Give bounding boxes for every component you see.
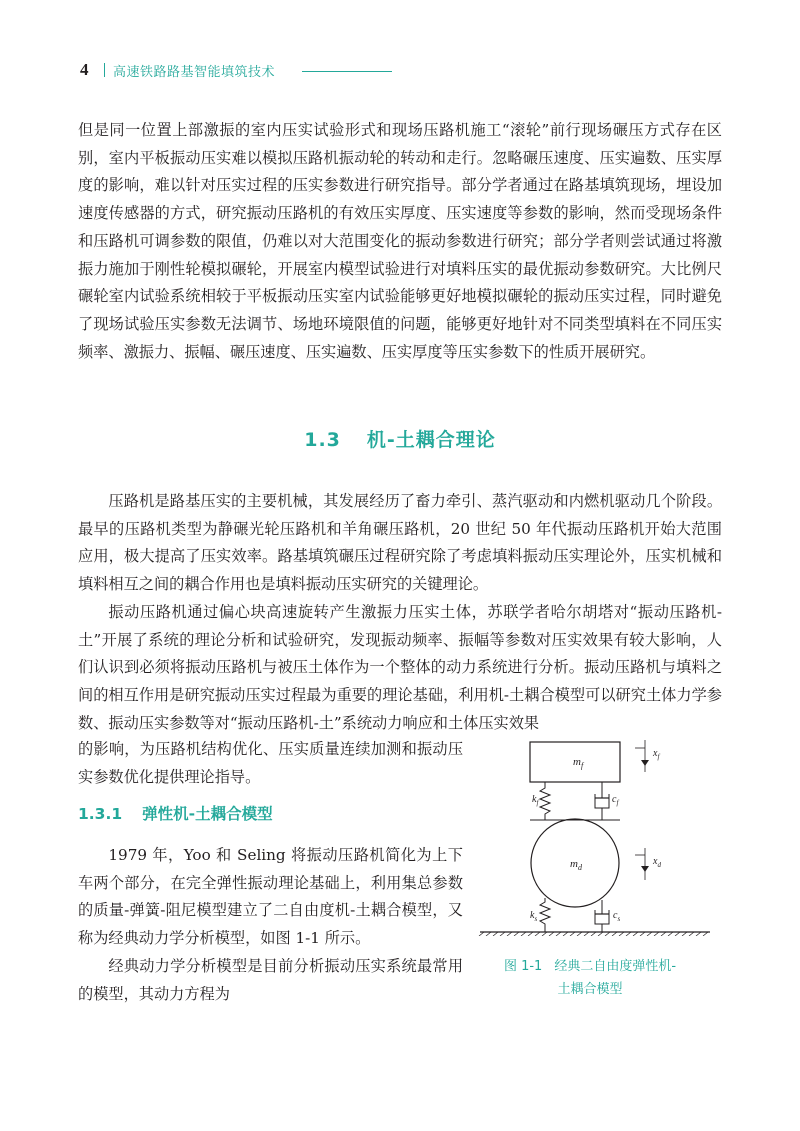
- caption-line-2: 土耦合模型: [557, 982, 623, 997]
- label-md: $m_d$: [570, 858, 582, 872]
- caption-label: 图 1-1: [503, 959, 543, 974]
- section-title: 机-土耦合理论: [366, 429, 496, 451]
- figure-caption: [480, 955, 700, 1001]
- header-divider: [104, 63, 105, 77]
- label-xf: $x_f$: [653, 748, 660, 761]
- label-mf: $m_f$: [573, 756, 584, 770]
- header-rule: [302, 71, 392, 72]
- label-ks: $k_s$: [530, 910, 538, 923]
- running-title: 高速铁路路基智能填筑技术: [113, 65, 276, 80]
- paragraph-3-tail: 的影响，为压路机结构优化、压实质量连续加测和振动压实参数优化提供理论指导。: [78, 740, 463, 786]
- section-heading: [0, 425, 800, 452]
- spring-ks: [540, 898, 550, 932]
- subsection-title: 弹性机-土耦合模型: [142, 805, 273, 823]
- subsection-heading: [78, 802, 273, 824]
- label-cf: $c_f$: [612, 794, 619, 807]
- paragraph-3: 振动压路机通过偏心块高速旋转产生激振力压实土体，苏联学者哈尔胡塔对“振动压路机-土”开展了系统的理论分析和试验研究，发现振动频率、振幅等参数对压实效果有较大影响，人们认识到必须将振动压路机与被压土体作为一个整体的动力系统进行分析。振动压路机与填料之间的相互作用是研究振动压实过程最为重要的理论基础，利用机-土耦合模型可以研究土体力学参数、振动压实参数等对“振动压路机-土”系统动力响应和土体压实效果: [78, 603, 722, 732]
- spring-kf: [540, 782, 550, 820]
- paragraph-4: 1979 年，Yoo 和 Seling 将振动压路机简化为上下车两个部分，在完全弹性振动理论基础上，利用集总参数的质量-弹簧-阻尼模型建立了二自由度机-土耦合模型，又称为经典动力学分析模型，如图 1-1 所示。: [78, 846, 463, 948]
- caption-line-1: 经典二自由度弹性机-: [554, 959, 677, 974]
- page-number: 4: [80, 60, 89, 79]
- xd-arrow: [641, 866, 649, 872]
- paragraph-5: 经典动力学分析模型是目前分析振动压实系统最常用的模型，其动力方程为: [78, 957, 463, 1003]
- subsection-number: 1.3.1: [78, 805, 123, 823]
- label-xd: $x_d$: [653, 856, 661, 869]
- paragraph-2: 压路机是路基压实的主要机械，其发展经历了畜力牵引、蒸汽驱动和内燃机驱动几个阶段。最早的压路机类型为静碾光轮压路机和羊角碾压路机，20 世纪 50 年代振动压路机开始大范围应用，极大提高了压实效率。路基填筑碾压过程研究除了考虑填料振动压实理论外，压实机械和填料相互之间的耦合作用也是填料振动压实研究的关键理论。: [78, 492, 722, 594]
- label-cs: $c_s$: [613, 910, 621, 923]
- label-kf: $k_f$: [532, 794, 539, 807]
- xf-arrow: [641, 760, 649, 766]
- two-dof-model-figure: [470, 736, 720, 936]
- section-number: 1.3: [304, 429, 341, 451]
- running-header: [80, 60, 410, 82]
- paragraph-1: 但是同一位置上部激振的室内压实试验形式和现场压路机施工“滚轮”前行现场碾压方式存在区别，室内平板振动压实难以模拟压路机振动轮的转动和走行。忽略碾压速度、压实遍数、压实厚度的影响，难以针对压实过程的压实参数进行研究指导。部分学者通过在路基填筑现场，埋设加速度传感器的方式，研究振动压路机的有效压实厚度、压实速度等参数的影响，然而受现场条件和压路机可调参数的限值，仍难以对大范围变化的振动参数进行研究；部分学者则尝试通过将激振力施加于刚性轮模拟碾轮，开展室内模型试验进行对填料压实的最优振动参数研究。大比例尺碾轮室内试验系统相较于平板振动压实室内试验能够更好地模拟碾轮的振动压实过程，同时避免了现场试验压实参数无法调节、场地环境限值的问题，能够更好地针对不同类型填料在不同压实频率、激振力、振幅、碾压速度、压实遍数、压实厚度等压实参数下的性质开展研究。: [78, 121, 722, 361]
